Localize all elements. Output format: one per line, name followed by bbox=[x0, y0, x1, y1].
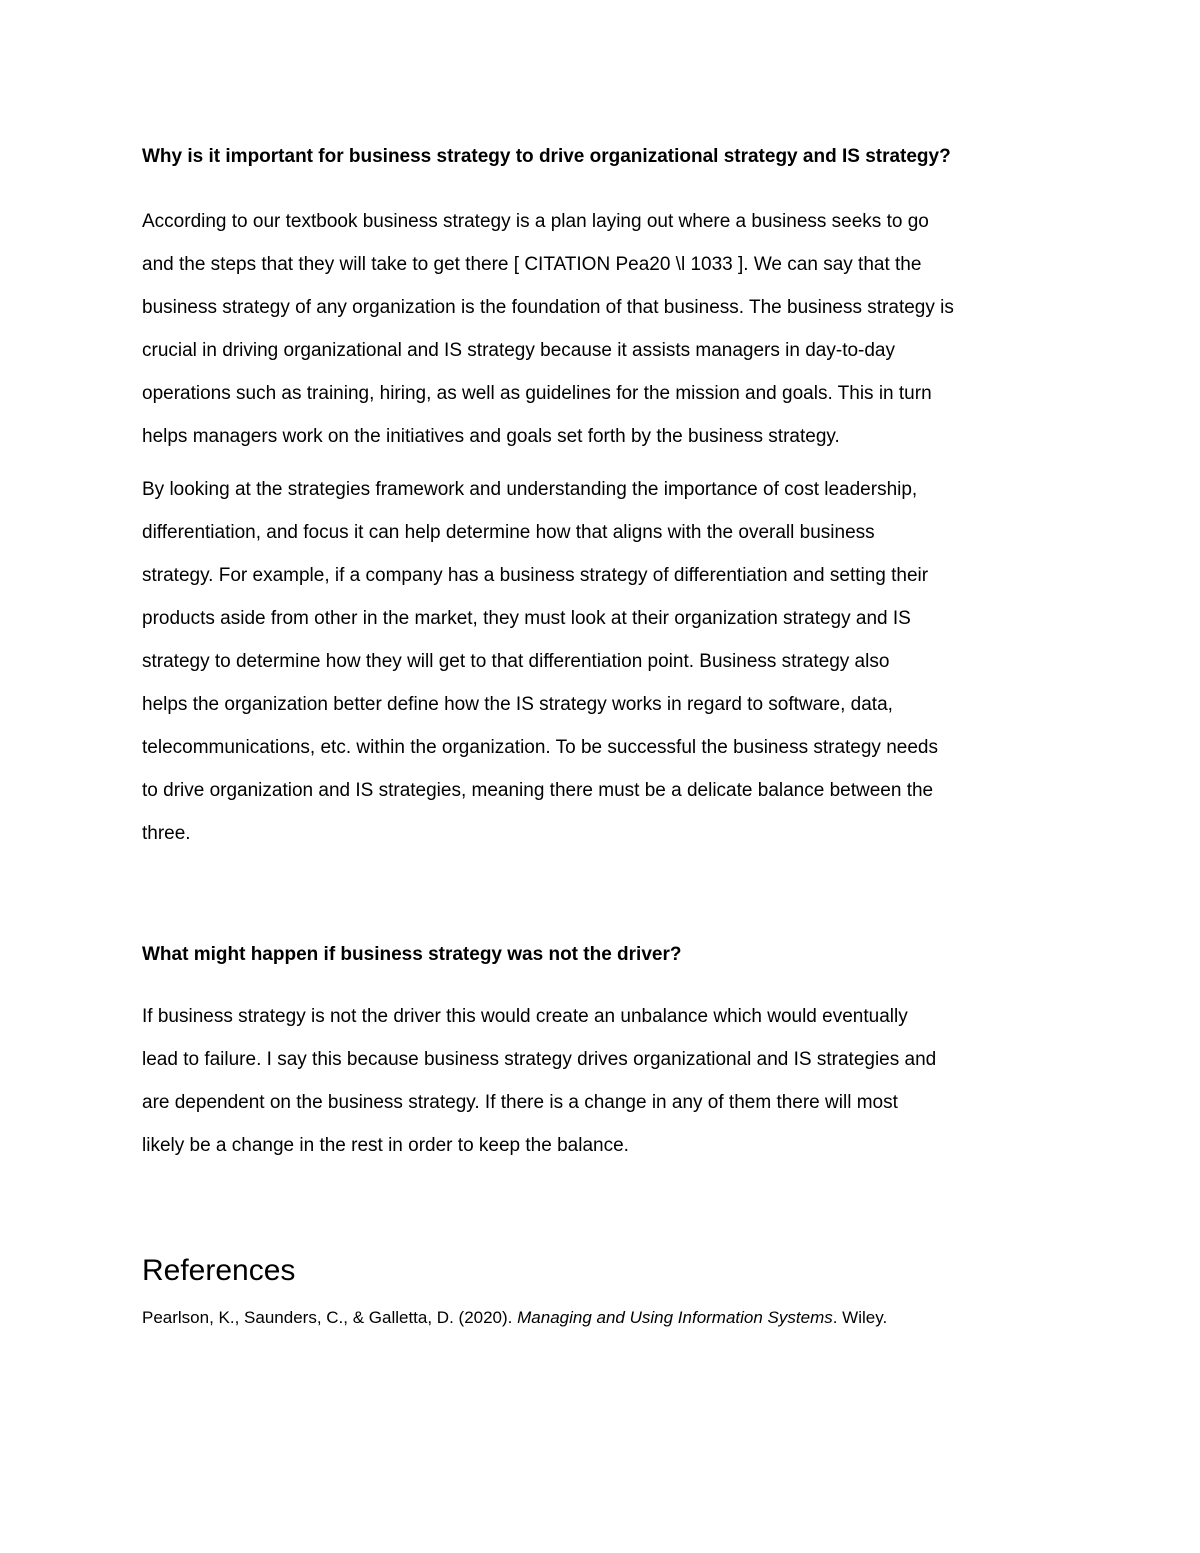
paragraph-line: helps the organization better define how the IS strategy works in regard to software, data, bbox=[142, 694, 893, 715]
paragraph-line: crucial in driving organizational and IS strategy because it assists managers in day-to-day bbox=[142, 340, 895, 361]
references-heading: References bbox=[142, 1254, 296, 1287]
paragraph-line: differentiation, and focus it can help determine how that aligns with the overall business bbox=[142, 522, 875, 543]
paragraph-line: strategy. For example, if a company has a business strategy of differentiation and setting their bbox=[142, 565, 929, 586]
paragraph-line: operations such as training, hiring, as well as guidelines for the mission and goals. This in turn bbox=[142, 383, 932, 404]
paragraph-line: are dependent on the business strategy. If there is a change in any of them there will most bbox=[142, 1092, 898, 1113]
question-heading-1: Why is it important for business strategy to drive organizational strategy and IS strategy? bbox=[142, 146, 951, 167]
paragraph-line: to drive organization and IS strategies, meaning there must be a delicate balance between the bbox=[142, 780, 934, 801]
paragraph-line: three. bbox=[142, 823, 191, 844]
reference-publisher: . Wiley. bbox=[832, 1308, 888, 1327]
paragraph-line: helps managers work on the initiatives and goals set forth by the business strategy. bbox=[142, 426, 840, 447]
document-body bbox=[142, 142, 1067, 1331]
paragraph-line: strategy to determine how they will get to that differentiation point. Business strategy also bbox=[142, 651, 890, 672]
paragraph-line: By looking at the strategies framework and understanding the importance of cost leadership, bbox=[142, 479, 918, 500]
paragraph-3 bbox=[142, 995, 1067, 1167]
paragraph-line: business strategy of any organization is the foundation of that business. The business strategy is bbox=[142, 297, 954, 318]
question-heading-2: What might happen if business strategy was not the driver? bbox=[142, 944, 682, 965]
paragraph-line: and the steps that they will take to get there [ CITATION Pea20 \l 1033 ]. We can say that the bbox=[142, 254, 922, 275]
reference-entry bbox=[142, 1305, 1067, 1331]
paragraph-1 bbox=[142, 200, 1067, 458]
paragraph-line: If business strategy is not the driver this would create an unbalance which would eventually bbox=[142, 1006, 908, 1027]
paragraph-line: products aside from other in the market, they must look at their organization strategy and IS bbox=[142, 608, 911, 629]
reference-title: Managing and Using Information Systems bbox=[517, 1308, 833, 1327]
paragraph-2 bbox=[142, 468, 1067, 855]
paragraph-line: telecommunications, etc. within the organization. To be successful the business strategy needs bbox=[142, 737, 938, 758]
paragraph-line: likely be a change in the rest in order to keep the balance. bbox=[142, 1135, 629, 1156]
paragraph-line: According to our textbook business strategy is a plan laying out where a business seeks to go bbox=[142, 211, 929, 232]
paragraph-line: lead to failure. I say this because business strategy drives organizational and IS strategies and bbox=[142, 1049, 937, 1070]
reference-authors: Pearlson, K., Saunders, C., & Galletta, D. (2020). bbox=[142, 1308, 518, 1327]
